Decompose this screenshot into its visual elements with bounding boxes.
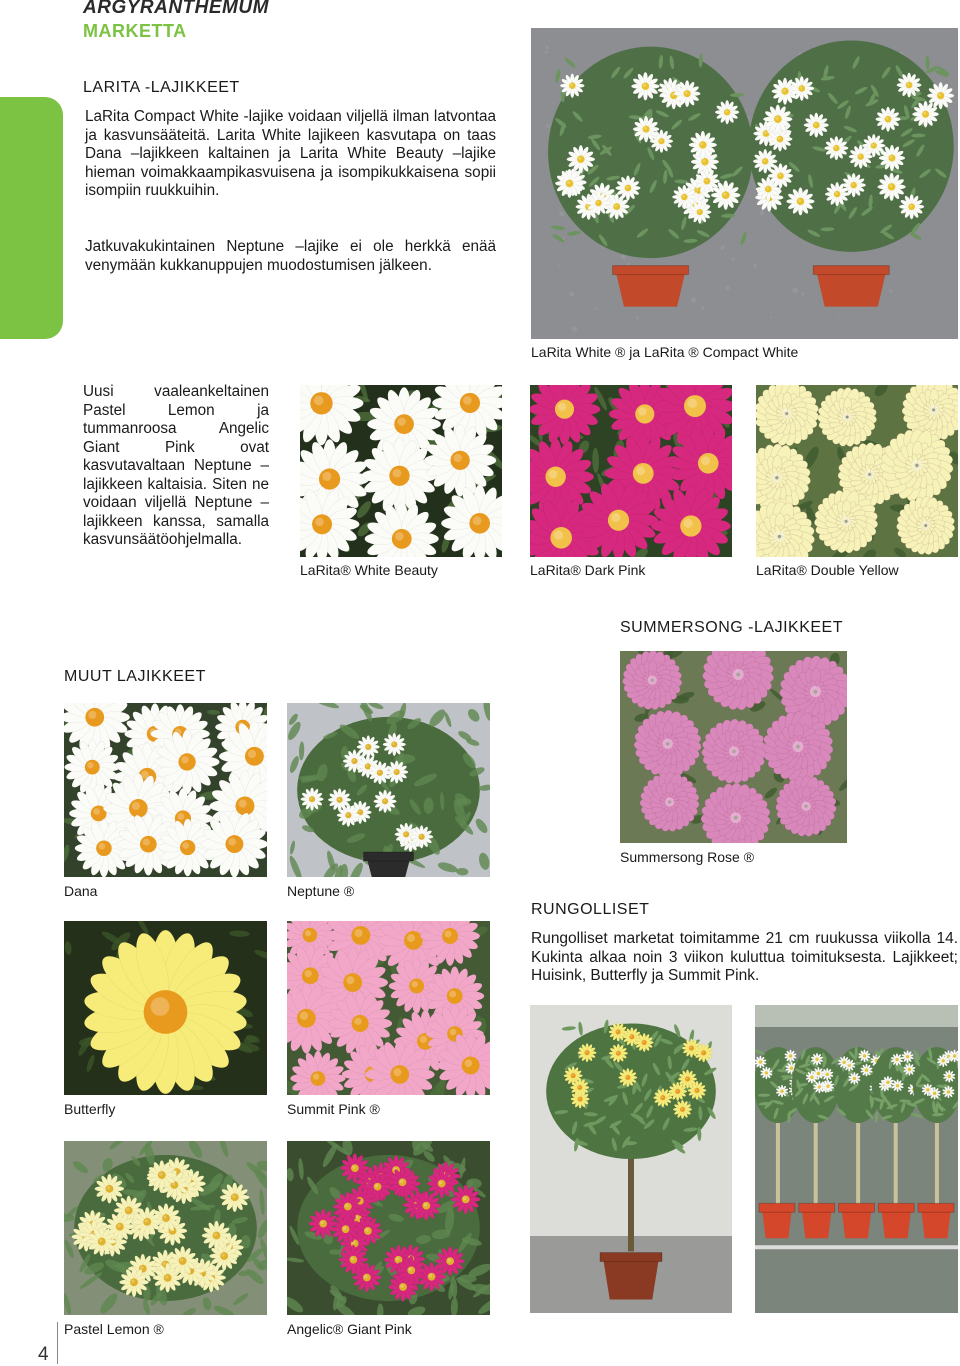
photo-white-beauty [300, 385, 502, 557]
photo-summit-pink-art [287, 921, 490, 1095]
summersong-heading: SUMMERSONG -LAJIKKEET [620, 619, 843, 636]
photo-dana [64, 703, 267, 877]
photo-larita-white-pots-art [531, 28, 958, 339]
photo-standard-tree [530, 1005, 732, 1313]
caption-double-yellow: LaRita® Double Yellow [756, 562, 899, 578]
muut-heading: MUUT LAJIKKEET [64, 668, 206, 685]
caption-summit-pink: Summit Pink ® [287, 1101, 380, 1117]
photo-white-beauty-art [300, 385, 502, 557]
photo-angelic-giant-pink-art [287, 1141, 490, 1315]
photo-butterfly-art [64, 921, 267, 1095]
photo-summersong-rose-art [620, 651, 847, 843]
photo-angelic-giant-pink [287, 1141, 490, 1315]
caption-dana: Dana [64, 883, 98, 899]
photo-dana-art [64, 703, 267, 877]
common-name-title: MARKETTA [83, 21, 187, 41]
caption-pastel-lemon: Pastel Lemon ® [64, 1321, 164, 1337]
photo-greenhouse-standards [755, 1005, 958, 1313]
photo-dark-pink-art [530, 385, 732, 557]
green-side-tab [0, 97, 63, 339]
caption-larita-white: LaRita White ® ja LaRita ® Compact White [531, 344, 799, 360]
photo-summit-pink [287, 921, 490, 1095]
caption-butterfly: Butterfly [64, 1101, 116, 1117]
larita-paragraph-2: Jatkuvakukintainen Neptune –lajike ei ole herkkä enää venymään kukkanuppujen muodostumisen jälkeen. [85, 238, 496, 274]
photo-larita-white-pots [531, 28, 958, 339]
photo-butterfly [64, 921, 267, 1095]
photo-double-yellow-art [756, 385, 958, 557]
page-number: 4 [38, 1344, 49, 1365]
photo-neptune [287, 703, 490, 877]
rungolliset-paragraph: Rungolliset marketat toimitamme 21 cm ruukussa viikolla 14. Kukinta alkaa noin 3 viikon kuluttua toimituksesta. Lajikkeet; Huisink, Butterfly ja Summit Pink. [531, 930, 958, 984]
photo-standard-tree-art [530, 1005, 732, 1313]
photo-neptune-art [287, 703, 490, 877]
larita-heading: LARITA -LAJIKKEET [83, 79, 240, 96]
larita-paragraph-3: Uusi vaaleankeltainen Pastel Lemon ja tummanroosa Angelic Giant Pink ovat kasvutavaltaan Neptune –lajikkeen kaltaisia. Siten ne voidaan viljellä Neptune –lajikkeen kanssa, samalla kasvunsäätöohjelmalla. [83, 383, 269, 548]
photo-greenhouse-standards-art [755, 1005, 958, 1313]
caption-neptune: Neptune ® [287, 883, 355, 899]
photo-pastel-lemon-art [64, 1141, 267, 1315]
page-number-divider [57, 1322, 58, 1364]
genus-title: ARGYRANTHEMUM [83, 0, 269, 18]
photo-double-yellow [756, 385, 958, 557]
caption-summersong-rose: Summersong Rose ® [620, 849, 755, 865]
caption-dark-pink: LaRita® Dark Pink [530, 562, 646, 578]
larita-paragraph-1: LaRita Compact White -lajike voidaan viljellä ilman latvontaa ja kasvunsääteitä. Larita White lajikeen kasvutapa on taas Dana –lajikkeen kaltainen ja Larita White Beauty –lajike hieman voimakkaampikasvuisena ja isompikukkaisena sopii isompiin ruukkuihin. [85, 108, 496, 199]
caption-angelic-giant-pink: Angelic® Giant Pink [287, 1321, 412, 1337]
photo-summersong-rose [620, 651, 847, 843]
photo-pastel-lemon [64, 1141, 267, 1315]
rungolliset-heading: RUNGOLLISET [531, 901, 650, 918]
photo-dark-pink [530, 385, 732, 557]
caption-white-beauty: LaRita® White Beauty [300, 562, 438, 578]
